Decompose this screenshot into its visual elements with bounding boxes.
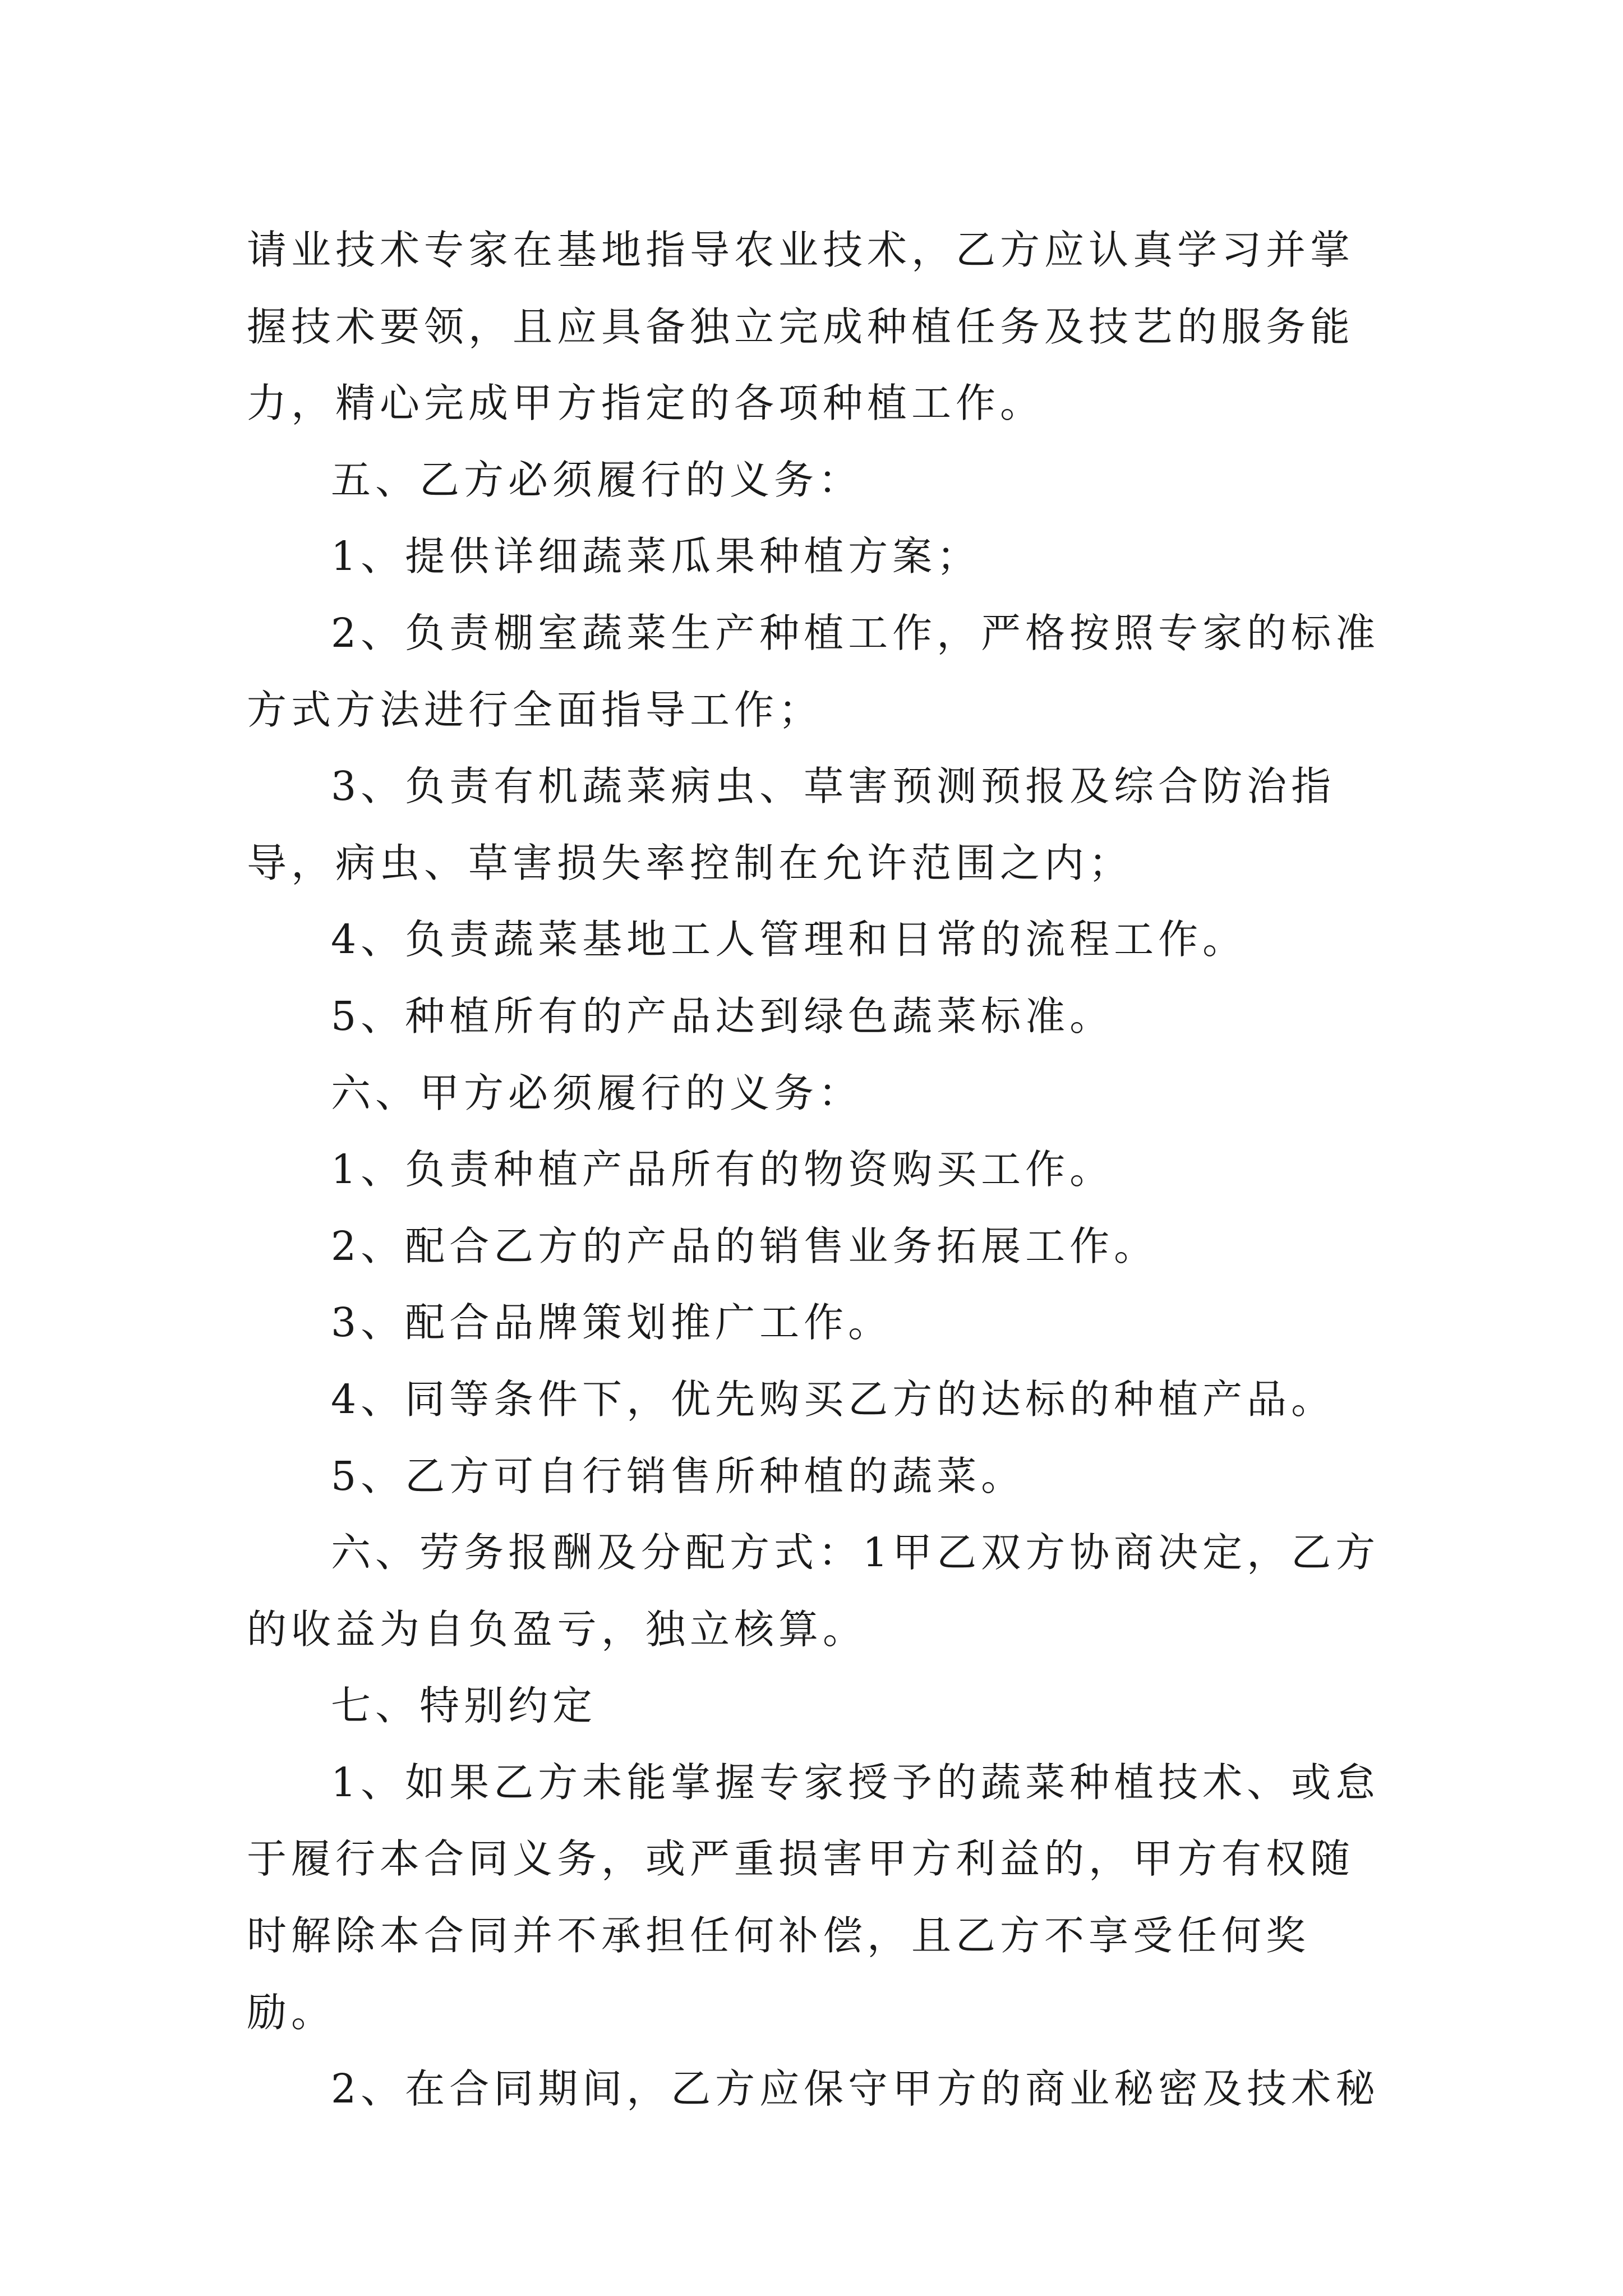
section-heading-remuneration: 六、劳务报酬及分配方式：1甲乙双方协商决定，乙方的收益为自负盈亏，独立核算。 <box>247 1529 1380 1653</box>
list-item: 2、在合同期间，乙方应保守甲方的商业秘密及技术秘 <box>331 2065 1380 2113</box>
list-item: 4、同等条件下，优先购买乙方的达标的种植产品。 <box>331 1375 1336 1423</box>
section-heading-7: 七、特别约定 <box>331 1682 597 1729</box>
list-item: 1、如果乙方未能掌握专家授予的蔬菜种植技术、或怠于履行本合同义务，或严重损害甲方利益的，甲方有权随时解除本合同并不承担任何补偿，且乙方不享受任何奖励。 <box>247 1759 1380 2036</box>
list-item: 3、负责有机蔬菜病虫、草害预测预报及综合防治指导，病虫、草害损失率控制在允许范围之内； <box>247 763 1336 886</box>
section-heading-6: 六、甲方必须履行的义务： <box>331 1069 863 1116</box>
paragraph-continuation: 请业技术专家在基地指导农业技术，乙方应认真学习并掌握技术要领，且应具备独立完成种植任务及技艺的服务能力，精心完成甲方指定的各项种植工作。 <box>247 227 1355 427</box>
list-item: 5、种植所有的产品达到绿色蔬菜标准。 <box>331 992 1114 1039</box>
list-item: 2、负责棚室蔬菜生产种植工作，严格按照专家的标准方式方法进行全面指导工作； <box>247 609 1380 733</box>
list-item: 3、配合品牌策划推广工作。 <box>331 1299 893 1346</box>
document-body <box>247 212 1385 2128</box>
list-item: 4、负责蔬菜基地工人管理和日常的流程工作。 <box>331 916 1247 963</box>
list-item: 1、负责种植产品所有的物资购买工作。 <box>331 1146 1114 1193</box>
list-item: 5、乙方可自行销售所种植的蔬菜。 <box>331 1452 1026 1499</box>
section-heading-5: 五、乙方必须履行的义务： <box>331 456 863 503</box>
list-item: 1、提供详细蔬菜瓜果种植方案； <box>331 533 981 580</box>
list-item: 2、配合乙方的产品的销售业务拓展工作。 <box>331 1222 1159 1269</box>
